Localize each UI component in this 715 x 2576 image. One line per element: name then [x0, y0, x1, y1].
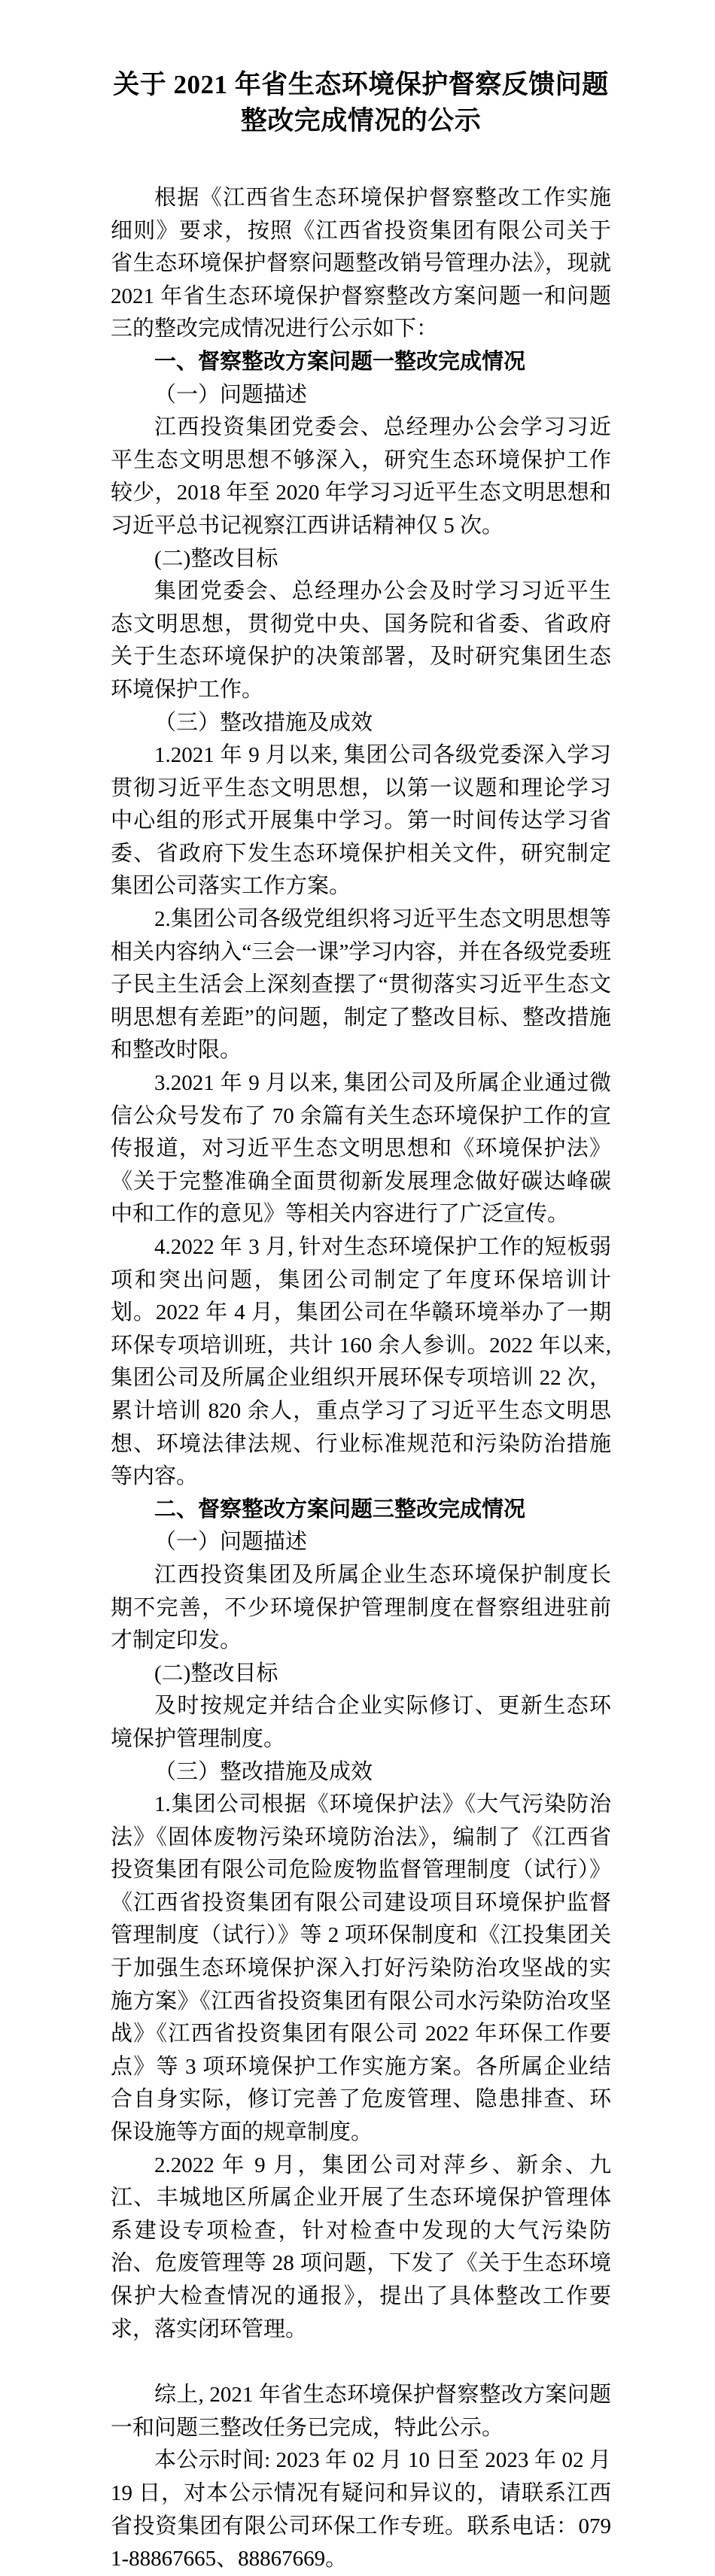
section-2-problem-paragraph: 江西投资集团及所属企业生态环境保护制度长期不完善，不少环境保护管理制度在督察组进驻前才制定印发。: [111, 1562, 611, 1653]
section-1-goal-label: (二)整改目标: [154, 546, 278, 571]
section-2-goal-paragraph: 及时按规定并结合企业实际修订、更新生态环境保护管理制度。: [111, 1694, 611, 1751]
section-1-measure-1: 1.2021 年 9 月以来, 集团公司各级党委深入学习贯彻习近平生态文明思想，以第一议题和理论学习中心组的形式开展集中学习。第一时间传达学习省委、省政府下发生态环境保护相关文件，研究制定集团公司落实工作方案。: [111, 743, 611, 899]
section-1-goal-paragraph: 集团党委会、总经理办公会及时学习习近平生态文明思想，贯彻党中央、国务院和省委、省政府关于生态环境保护的决策部署，及时研究集团生态环境保护工作。: [111, 579, 611, 702]
section-2-measure-1: 1.集团公司根据《环境保护法》《大气污染防治法》《固体废物污染环境防治法》，编制了《江西省投资集团有限公司危险废物监督管理制度（试行）》《江西省投资集团有限公司建设项目环境保护监督管理制度（试行）》等 2 项环保制度和《江投集团关于加强生态环境保护深入打好污染防治攻坚战的实施方案》《江西省投资集团有限公司水污染防治攻坚战》《江西省投资集团有限公司 2022 年环保工作要点》等 3 项环境保护工作实施方案。各所属企业结合自身实际，修订完善了危废管理、隐患排查、环保设施等方面的规章制度。: [111, 1792, 611, 2145]
section-2-goal-label: (二)整改目标: [154, 1661, 278, 1685]
notice-period-contact-paragraph: 本公示时间: 2023 年 02 月 10 日至 2023 年 02 月 19 日，对本公示情况有疑问和异议的，请联系江西省投资集团有限公司环保工作专班。联系电话：0791-88867665、88867669。: [111, 2448, 611, 2571]
section-2-measure-2: 2.2022 年 9 月，集团公司对萍乡、新余、九江、丰城地区所属企业开展了生态环境保护管理体系建设专项检查，针对检查中发现的大气污染防治、危废管理等 28 项问题，下发了《关于生态环境保护大检查情况的通报》，提出了具体整改工作要求，落实闭环管理。: [111, 2153, 611, 2341]
section-2-heading: 二、督察整改方案问题三整改完成情况: [154, 1497, 526, 1522]
section-1-measure-2: 2.集团公司各级党组织将习近平生态文明思想等相关内容纳入“三会一课”学习内容，并在各级党委班子民主生活会上深刻查摆了“贯彻落实习近平生态文明思想有差距”的问题，制定了整改目标、整改措施和整改时限。: [111, 907, 611, 1063]
section-1-measure-3: 3.2021 年 9 月以来, 集团公司及所属企业通过微信公众号发布了 70 余篇有关生态环境保护工作的宣传报道，对习近平生态文明思想和《环境保护法》《关于完整准确全面贯彻新发展理念做好碳达峰碳中和工作的意见》等相关内容进行了广泛宣传。: [111, 1071, 611, 1227]
section-1-problem-paragraph: 江西投资集团党委会、总经理办公会学习习近平生态文明思想不够深入，研究生态环境保护工作较少，2018 年至 2020 年学习习近平生态文明思想和习近平总书记视察江西讲话精神仅 5 次。: [111, 415, 611, 538]
document-title-line1: 关于 2021 年省生态环境保护督察反馈问题: [113, 70, 609, 99]
intro-paragraph: 根据《江西省生态环境保护督察整改工作实施细则》要求，按照《江西省投资集团有限公司关于省生态环境保护督察问题整改销号管理办法》，现就 2021 年省生态环境保护督察整改方案问题一和问题三的整改完成情况进行公示如下：: [111, 186, 611, 341]
section-1-problem-label: （一）问题描述: [154, 382, 308, 407]
conclusion-paragraph: 综上, 2021 年省生态环境保护督察整改方案问题一和问题三整改任务已完成，特此公示。: [111, 2383, 611, 2440]
section-1-measures-label: （三）整改措施及成效: [154, 710, 373, 735]
section-1-measure-4: 4.2022 年 3 月, 针对生态环境保护工作的短板弱项和突出问题，集团公司制定了年度环保培训计划。2022 年 4 月，集团公司在华赣环境举办了一期环保专项培训班，共计 160 余人参训。2022 年以来, 集团公司及所属企业组织开展环保专项培训 22 次，累计培训 820 余人，重点学习了习近平生态文明思想、环境法律法规、行业标准规范和污染防治措施等内容。: [111, 1235, 611, 1489]
document-title: [111, 67, 611, 139]
section-1-heading: 一、督察整改方案问题一整改完成情况: [154, 349, 526, 374]
section-2-problem-label: （一）问题描述: [154, 1530, 308, 1555]
document-title-line2: 整改完成情况的公示: [240, 106, 482, 135]
section-2-measures-label: （三）整改措施及成效: [154, 1759, 373, 1784]
